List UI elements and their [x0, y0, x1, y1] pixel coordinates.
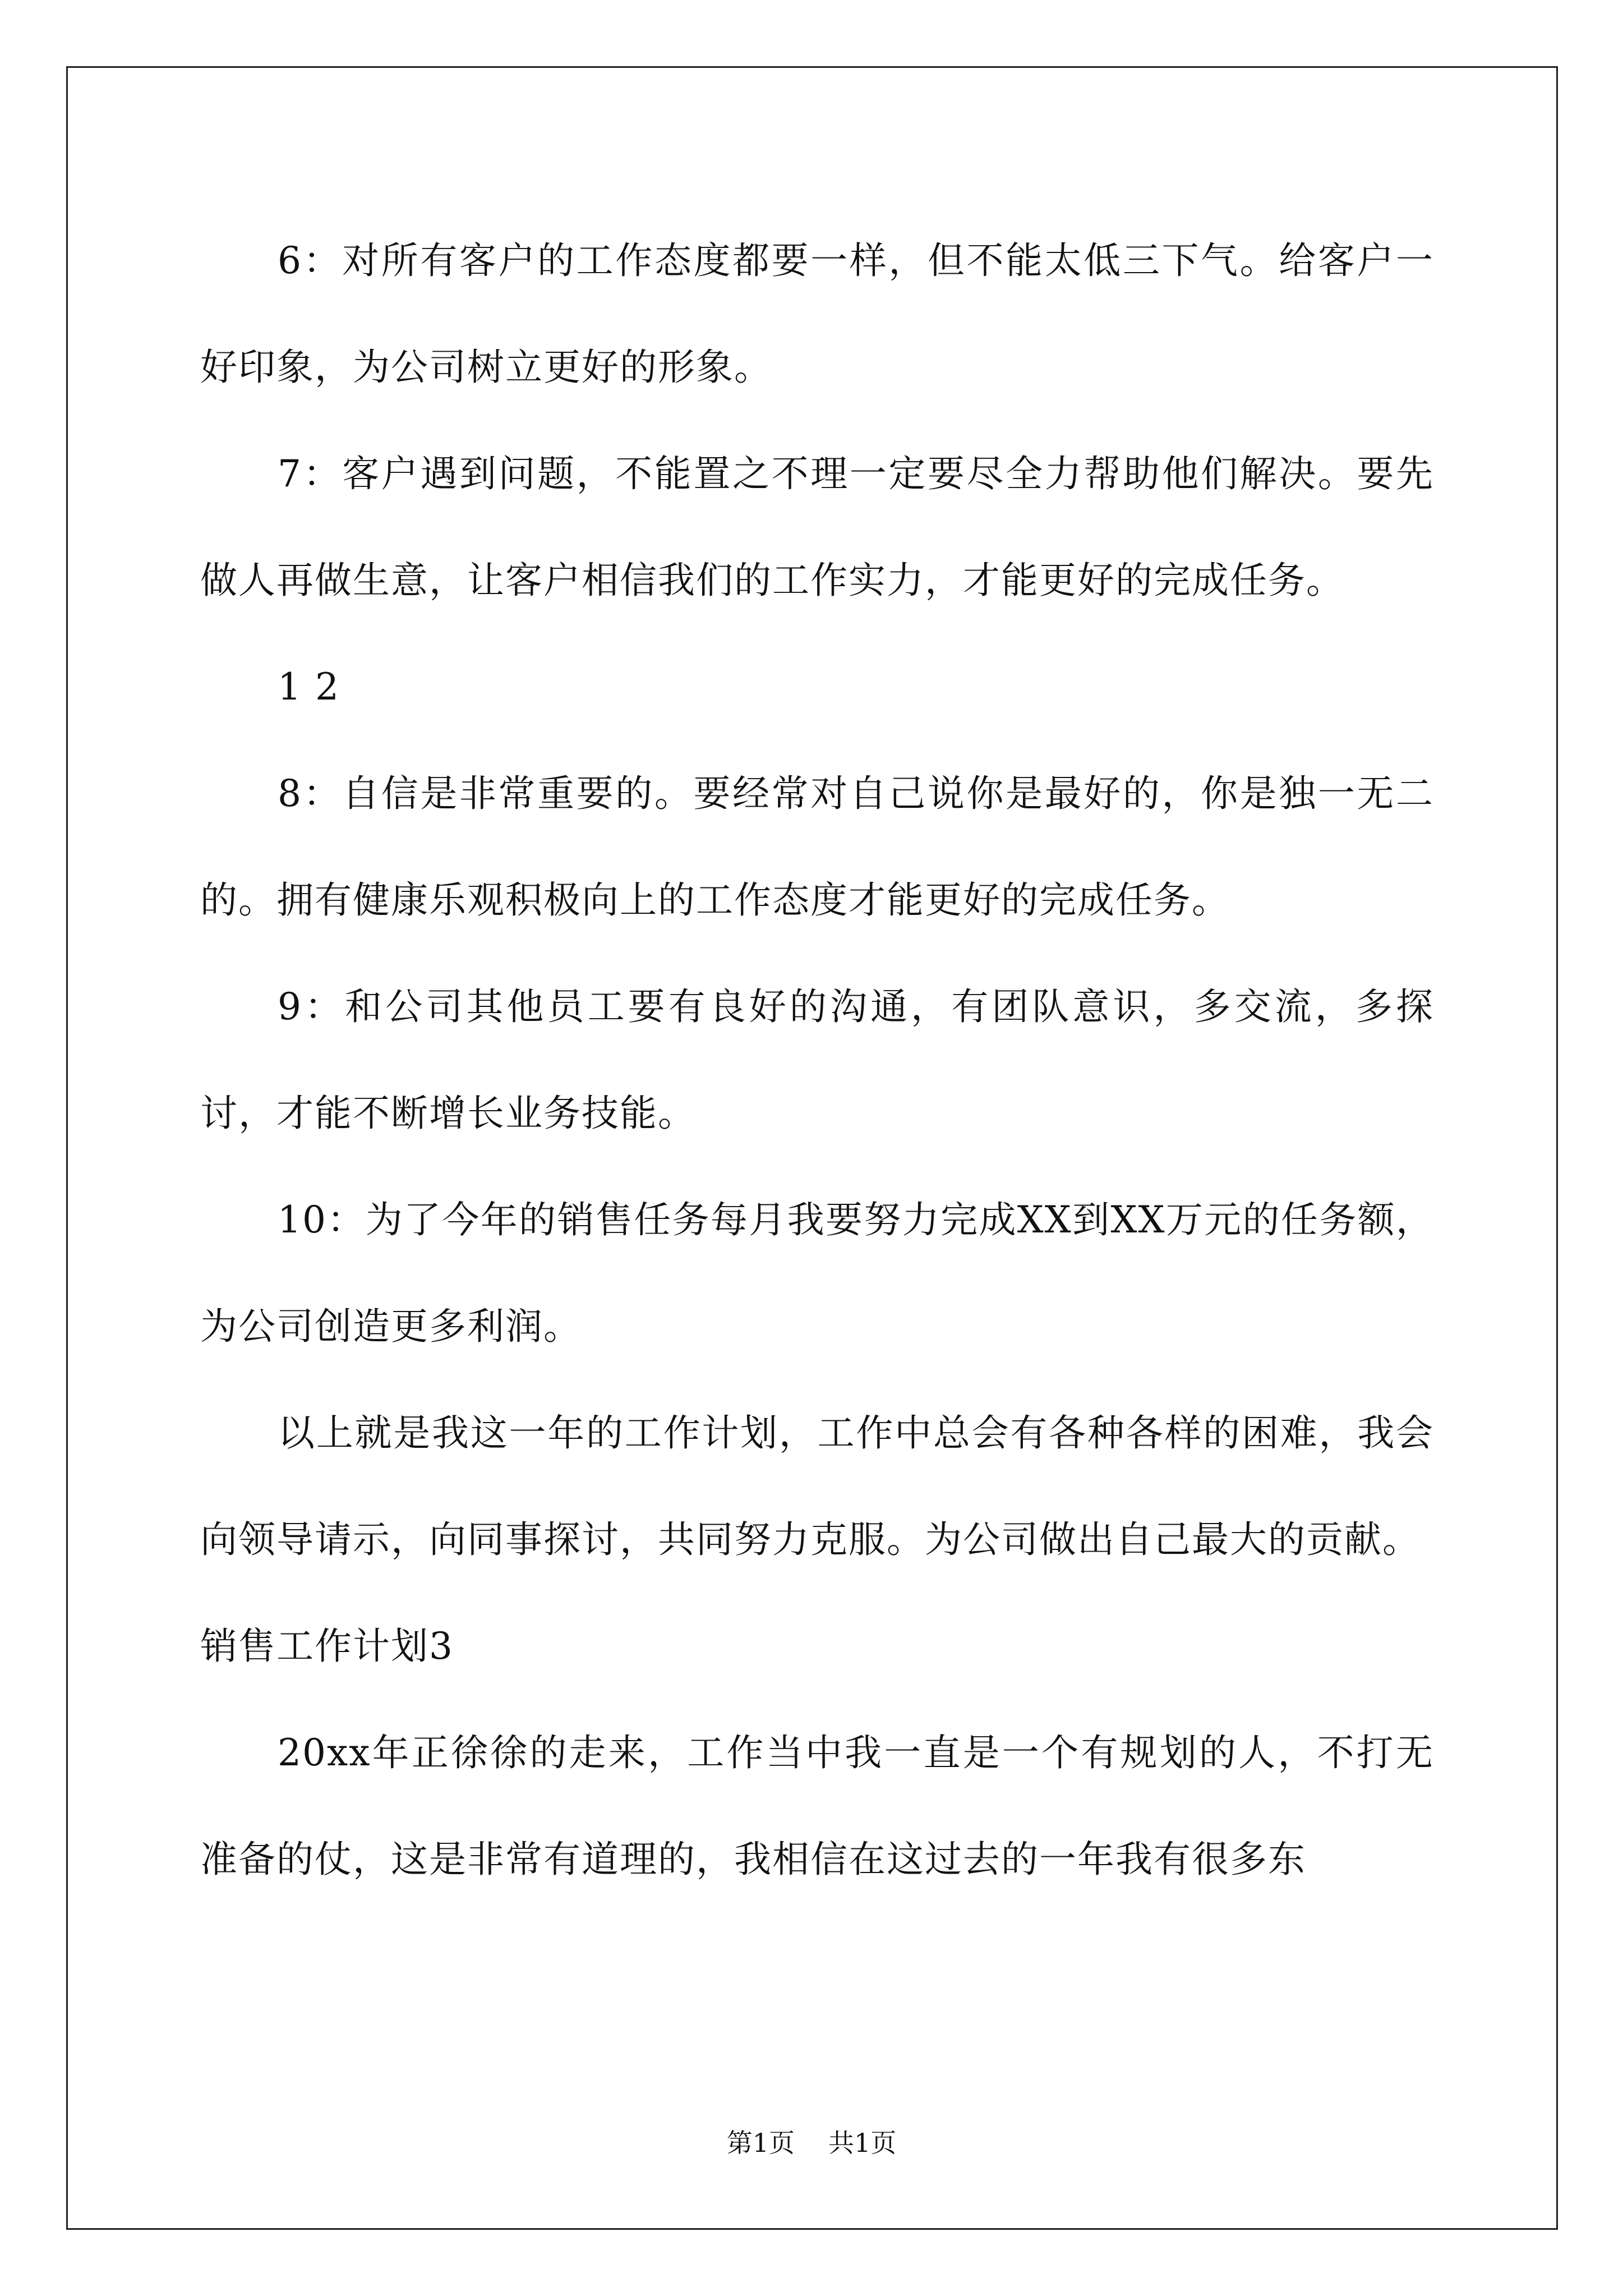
section-heading: 销售工作计划3 [200, 1625, 454, 1668]
document-body [200, 208, 1434, 1913]
page-footer [0, 2126, 1623, 2160]
paragraph-10: 10：为了今年的销售任务每月我要努力完成XX到XX万元的任务额，为公司创造更多利润。 [200, 1198, 1434, 1348]
paragraph-intro: 20xx年正徐徐的走来，工作当中我一直是一个有规划的人，不打无准备的仗，这是非常有道理的，我相信在这过去的一年我有很多东 [200, 1731, 1434, 1881]
paragraph-summary: 以上就是我这一年的工作计划，工作中总会有各种各样的困难，我会向领导请示，向同事探讨，共同努力克服。为公司做出自己最大的贡献。 [200, 1411, 1434, 1561]
paragraph-9: 9：和公司其他员工要有良好的沟通，有团队意识，多交流，多探讨，才能不断增长业务技能。 [200, 985, 1434, 1135]
paragraph-8: 8：自信是非常重要的。要经常对自己说你是最好的，你是独一无二的。拥有健康乐观积极向上的工作态度才能更好的完成任务。 [200, 772, 1434, 922]
total-pages-label: 共1页 [828, 2128, 897, 2158]
page-number-line: 1 2 [278, 665, 340, 708]
paragraph-7: 7：客户遇到问题，不能置之不理一定要尽全力帮助他们解决。要先做人再做生意，让客户相信我们的工作实力，才能更好的完成任务。 [200, 452, 1434, 602]
page-label: 第1页 [726, 2128, 795, 2158]
paragraph-6: 6：对所有客户的工作态度都要一样，但不能太低三下气。给客户一好印象，为公司树立更好的形象。 [200, 239, 1434, 389]
